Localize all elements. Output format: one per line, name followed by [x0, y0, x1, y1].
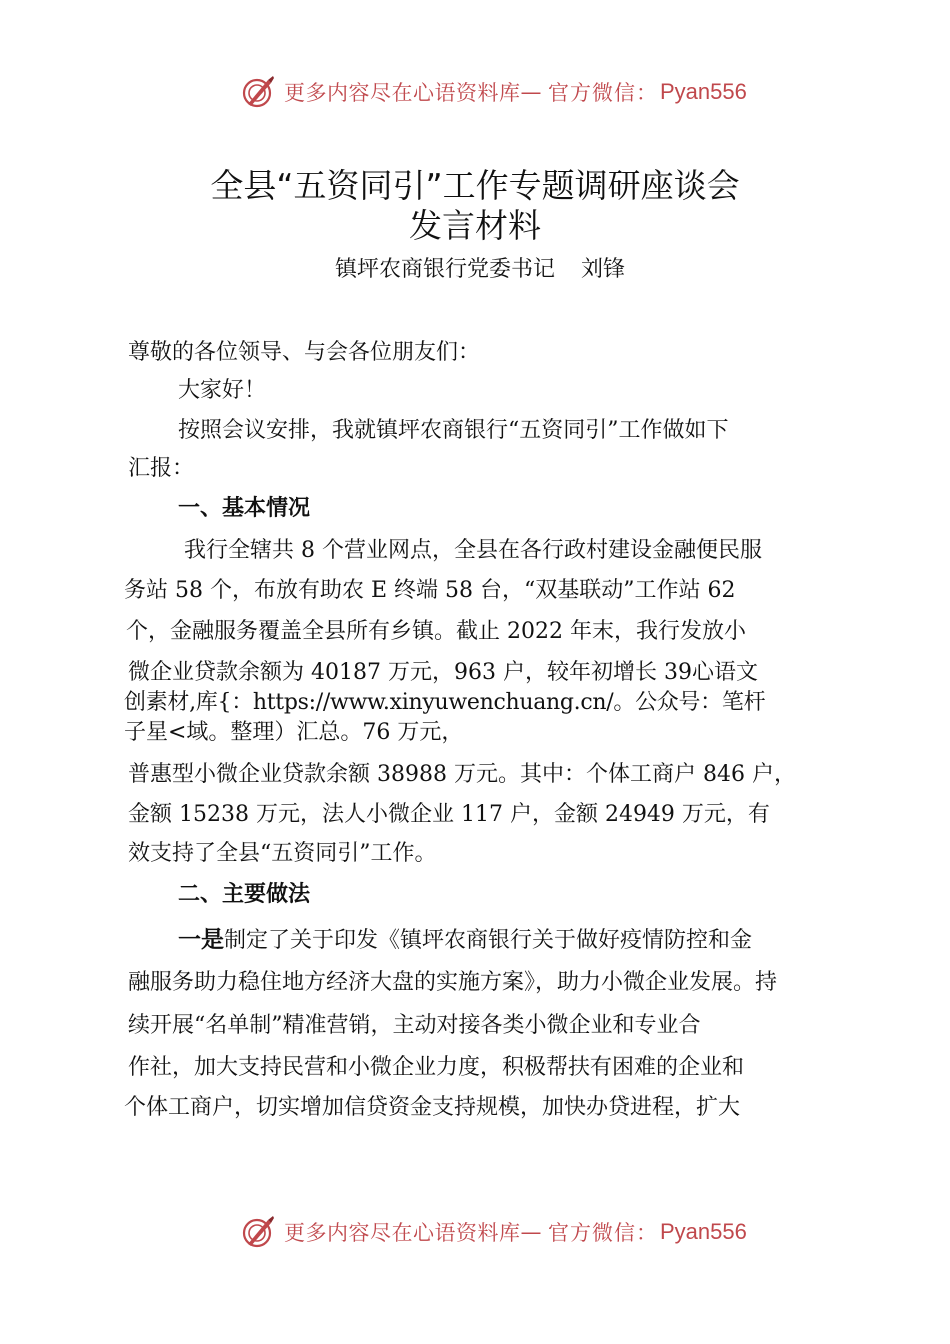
- body-line: 融服务助力稳住地方经济大盘的实施方案》，助力小微企业发展。持: [128, 970, 778, 995]
- hello: 大家好！: [178, 378, 267, 403]
- body-line: 普惠型小微企业贷款余额 38988 万元。其中：个体工商户 846 户，: [128, 762, 796, 787]
- body-line: 作社，加大支持民营和小微企业力度，积极帮扶有困难的企业和: [128, 1055, 745, 1080]
- body-line: 我行全辖共 8 个营业网点，全县在各行政村建设金融便民服: [184, 538, 762, 563]
- body-line: 个体工商户，切实增加信贷资金支持规模，加快办贷进程，扩大: [124, 1095, 741, 1120]
- doc-title-line-2: 发言材料: [409, 206, 541, 245]
- body-line: 子星<域。整理）汇总。76 万元，: [124, 720, 464, 745]
- greeting: 尊敬的各位领导、与会各位朋友们：: [128, 340, 481, 365]
- author-org: 镇坪农商银行党委书记: [334, 257, 555, 282]
- banner-wechat-id: Pyan556: [660, 1219, 747, 1244]
- section-heading-1: 一、基本情况: [178, 496, 311, 521]
- body-line: 金额 15238 万元，法人小微企业 117 户，金额 24949 万元，有: [128, 802, 770, 827]
- body-line: 汇报：: [128, 456, 195, 481]
- banner-wechat-label: 官方微信：: [548, 1221, 658, 1245]
- body-line: 微企业贷款余额为 40187 万元，963 户，较年初增长 39心语文: [128, 660, 758, 685]
- body-line: 按照会议安排，我就镇坪农商银行“五资同引”工作做如下: [178, 418, 729, 443]
- section-heading-2: 二、主要做法: [178, 882, 311, 907]
- banner-dash: —: [520, 80, 542, 104]
- doc-title-line-1: 全县“五资同引”工作专题调研座谈会: [210, 166, 740, 205]
- body-line: 务站 58 个，布放有助农 E 终端 58 台，“双基联动”工作站 62: [124, 578, 736, 603]
- body-line: 创素材,库{：https://www.xinyuwenchuang.cn/。公众号：笔杆: [124, 690, 766, 715]
- banner-text: 更多内容尽在心语资料库: [284, 81, 521, 105]
- body-line-text: 制定了关于印发《镇坪农商银行关于做好疫情防控和金: [224, 928, 753, 953]
- banner-wechat-label: 官方微信：: [548, 81, 658, 105]
- banner-wechat-id: Pyan556: [660, 79, 747, 104]
- body-line: 效支持了全县“五资同引”工作。: [128, 841, 437, 866]
- body-line: 续开展“名单制”精准营销，主动对接各类小微企业和专业合: [128, 1013, 701, 1038]
- pen-logo-icon: [240, 74, 276, 110]
- banner-dash: —: [520, 1220, 542, 1244]
- author-name: 刘锋: [581, 257, 626, 282]
- banner-text: 更多内容尽在心语资料库: [284, 1221, 521, 1245]
- header-banner: [240, 72, 747, 112]
- bold-lead: 一是: [178, 927, 224, 953]
- byline: [0, 252, 950, 283]
- pen-logo-icon: [240, 1214, 276, 1250]
- body-line-first: [178, 925, 752, 956]
- body-line: 个，金融服务覆盖全县所有乡镇。截止 2022 年末，我行发放小: [126, 619, 746, 644]
- footer-banner: [240, 1212, 747, 1252]
